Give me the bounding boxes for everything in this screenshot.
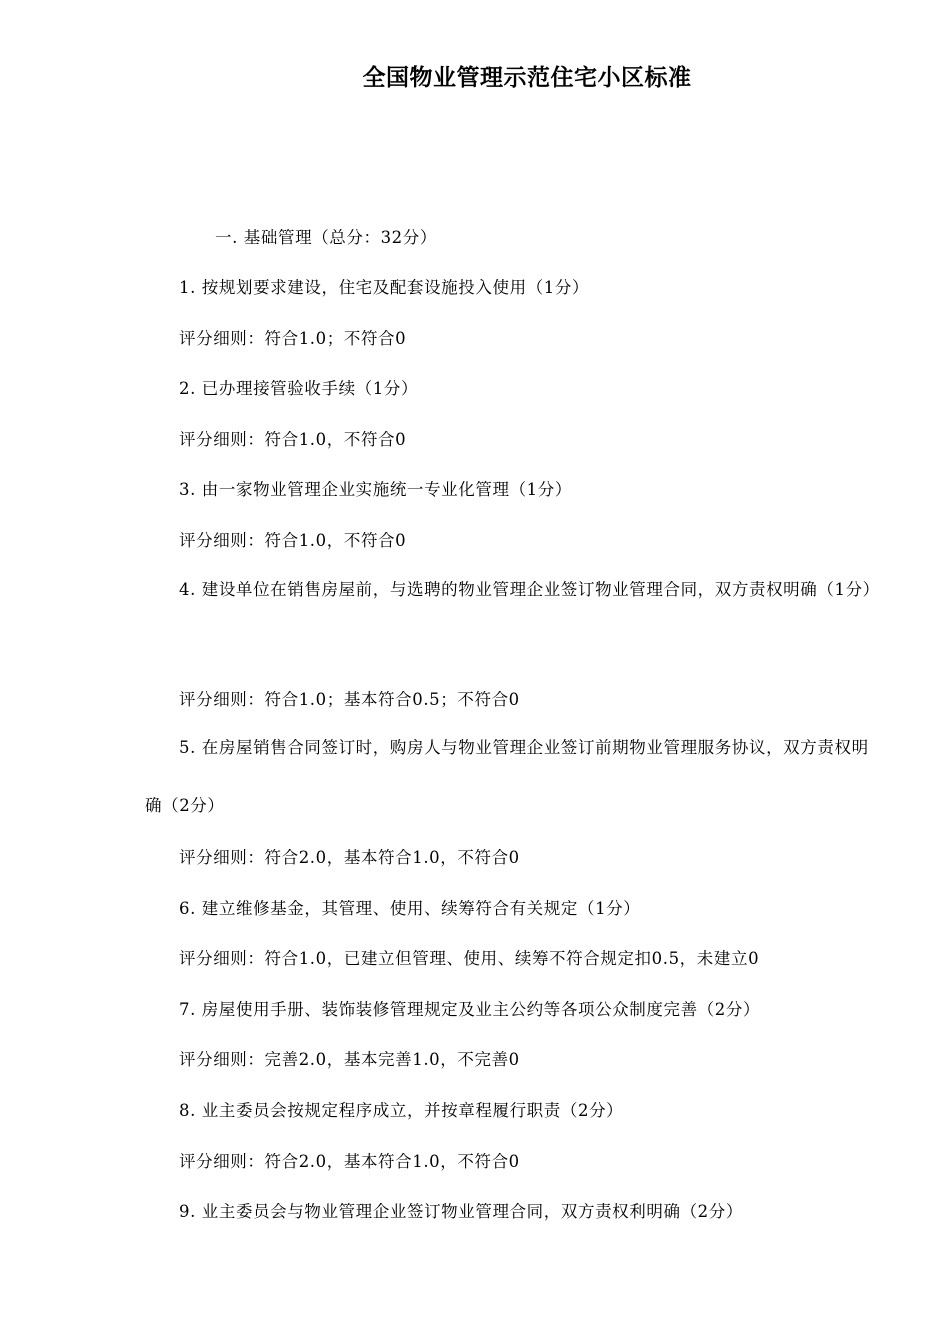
section-heading: 一. 基础管理（总分：32分） [215, 228, 437, 247]
item-1: 1. 按规划要求建设，住宅及配套设施投入使用（1分） [179, 278, 590, 297]
item-1-detail: 评分细则：符合1.0；不符合0 [179, 329, 407, 348]
item-6-detail: 评分细则：符合1.0，已建立但管理、使用、续筹不符合规定扣0.5，未建立0 [179, 949, 760, 968]
item-8-detail: 评分细则：符合2.0，基本符合1.0，不符合0 [179, 1152, 520, 1171]
item-8: 8. 业主委员会按规定程序成立，并按章程履行职责（2分） [179, 1101, 624, 1120]
item-5: 5. 在房屋销售合同签订时，购房人与物业管理企业签订前期物业管理服务协议，双方责权明确（2分） [145, 738, 869, 815]
document-title: 全国物业管理示范住宅小区标准 [362, 65, 692, 91]
item-3: 3. 由一家物业管理企业实施统一专业化管理（1分） [179, 480, 572, 499]
item-2-detail: 评分细则：符合1.0，不符合0 [179, 430, 407, 449]
item-9: 9. 业主委员会与物业管理企业签订物业管理合同，双方责权利明确（2分） [179, 1202, 743, 1221]
item-6: 6. 建立维修基金，其管理、使用、续筹符合有关规定（1分） [179, 899, 641, 918]
item-2: 2. 已办理接管验收手续（1分） [179, 379, 419, 398]
item-4-detail: 评分细则：符合1.0；基本符合0.5；不符合0 [179, 690, 520, 709]
item-7-detail: 评分细则：完善2.0，基本完善1.0，不完善0 [179, 1050, 520, 1069]
item-5-detail: 评分细则：符合2.0，基本符合1.0，不符合0 [179, 848, 520, 867]
item-7: 7. 房屋使用手册、装饰装修管理规定及业主公约等各项公众制度完善（2分） [179, 1000, 761, 1019]
item-4: 4. 建设单位在销售房屋前，与选聘的物业管理企业签订物业管理合同，双方责权明确（1分） [179, 580, 880, 599]
item-3-detail: 评分细则：符合1.0，不符合0 [179, 531, 407, 550]
